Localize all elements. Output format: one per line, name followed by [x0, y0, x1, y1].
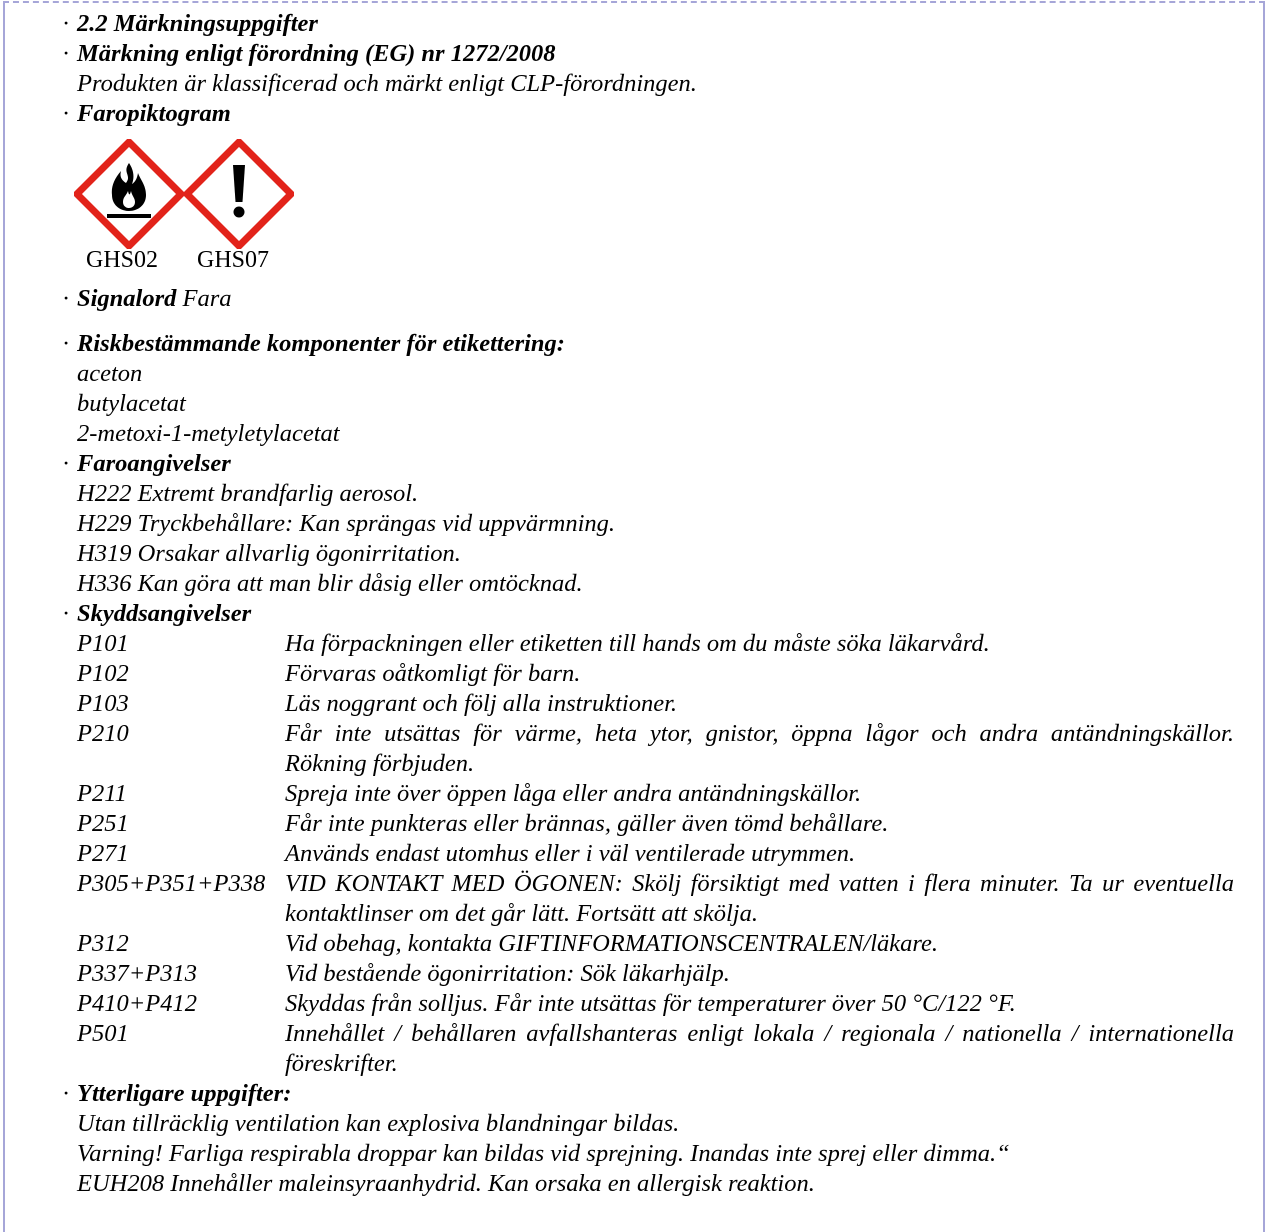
precaution-code: P410+P412	[77, 990, 197, 1017]
precaution-row	[77, 629, 1234, 659]
precaution-row	[77, 719, 1234, 779]
pictogram-row	[74, 139, 1234, 273]
precaution-row	[77, 779, 1234, 809]
additional-heading	[62, 1079, 1234, 1109]
precaution-code: P271	[77, 840, 129, 867]
precaution-code: P211	[77, 780, 127, 807]
precaution-code: P102	[77, 660, 129, 687]
pictogram-label-ghs02: GHS02	[86, 247, 159, 273]
exclamation-mark-icon	[184, 139, 294, 249]
additional-info-item: Utan tillräcklig ventilation kan explosiva blandningar bildas.	[77, 1110, 680, 1137]
precaution-text: Förvaras oåtkomligt för barn.	[285, 660, 581, 687]
hazard-heading-text: Faroangivelser	[77, 450, 231, 477]
hazard-heading	[62, 449, 1234, 479]
bullet: ·	[62, 450, 71, 477]
signal-label: Signalord	[77, 285, 177, 312]
precaution-text: Får inte punkteras eller brännas, gäller även tömd behållare.	[285, 810, 889, 837]
precaution-row	[77, 989, 1234, 1019]
precaution-heading-text: Skyddsangivelser	[77, 600, 252, 627]
section-title-text: 2.2 Märkningsuppgifter	[77, 10, 318, 37]
components-heading-text: Riskbestämmande komponenter för etikettering:	[77, 330, 565, 357]
flame-icon	[74, 139, 184, 249]
component-item: aceton	[77, 360, 143, 387]
precaution-row	[77, 839, 1234, 869]
precaution-code: P501	[77, 1020, 129, 1047]
precaution-text: VID KONTAKT MED ÖGONEN: Skölj försiktigt med vatten i flera minuter. Ta ur eventuella kontaktlinser om det går lätt. Fortsätt att skölja.	[285, 870, 1234, 927]
additional-heading-text: Ytterligare uppgifter:	[77, 1080, 292, 1107]
precaution-row	[77, 929, 1234, 959]
bullet: ·	[62, 285, 71, 312]
precaution-text: Får inte utsättas för värme, heta ytor, gnistor, öppna lågor och andra antändningskällor. Rökning förbjuden.	[285, 720, 1234, 777]
precautionary-table	[62, 629, 1234, 1079]
precaution-row	[77, 689, 1234, 719]
clp-heading-text: Märkning enligt förordning (EG) nr 1272/2008	[77, 40, 556, 67]
hazard-statement: H222 Extremt brandfarlig aerosol.	[77, 480, 419, 507]
precaution-row	[77, 869, 1234, 929]
precaution-text: Skyddas från solljus. Får inte utsättas för temperaturer över 50 °C/122 °F.	[285, 990, 1016, 1017]
bullet: ·	[62, 600, 71, 627]
signal-word-row	[62, 284, 1234, 314]
precaution-row	[77, 809, 1234, 839]
section-title	[62, 9, 1234, 39]
additional-info-item: Varning! Farliga respirabla droppar kan bildas vid sprejning. Inandas inte sprej eller dimma.“	[77, 1140, 1010, 1167]
precaution-code: P337+P313	[77, 960, 197, 987]
spacer	[62, 314, 1234, 329]
precaution-code: P251	[77, 810, 129, 837]
components-heading	[62, 329, 1234, 359]
precaution-code: P101	[77, 630, 129, 657]
bullet: ·	[62, 40, 71, 67]
pictogram-heading-text: Faropiktogram	[77, 100, 231, 127]
precaution-row	[77, 659, 1234, 689]
hazard-statement: H336 Kan göra att man blir dåsig eller omtöcknad.	[77, 570, 583, 597]
precaution-text: Används endast utomhus eller i väl ventilerade utrymmen.	[285, 840, 856, 867]
precaution-heading	[62, 599, 1234, 629]
bullet: ·	[62, 330, 71, 357]
component-item: 2-metoxi-1-metyletylacetat	[77, 420, 340, 447]
precaution-row	[77, 1019, 1234, 1079]
bullet: ·	[62, 100, 71, 127]
clp-text: Produkten är klassificerad och märkt enligt CLP-förordningen.	[77, 70, 697, 97]
clp-heading	[62, 39, 1234, 69]
precaution-code: P312	[77, 930, 129, 957]
precaution-code: P305+P351+P338	[77, 870, 266, 897]
hazard-statement: H319 Orsakar allvarlig ögonirritation.	[77, 540, 461, 567]
precaution-text: Läs noggrant och följ alla instruktioner.	[285, 690, 678, 717]
precaution-row	[77, 959, 1234, 989]
signal-word: Fara	[182, 285, 232, 312]
labelling-section	[62, 9, 1234, 1199]
additional-info-item: EUH208 Innehåller maleinsyraanhydrid. Kan orsaka en allergisk reaktion.	[77, 1170, 815, 1197]
component-item: butylacetat	[77, 390, 186, 417]
bullet: ·	[62, 1080, 71, 1107]
precaution-code: P210	[77, 720, 129, 747]
bullet: ·	[62, 10, 71, 37]
precaution-text: Vid bestående ögonirritation: Sök läkarhjälp.	[285, 960, 730, 987]
precaution-code: P103	[77, 690, 129, 717]
pictogram-heading	[62, 99, 1234, 129]
precaution-text: Ha förpackningen eller etiketten till hands om du måste söka läkarvård.	[285, 630, 990, 657]
precaution-text: Spreja inte över öppen låga eller andra antändningskällor.	[285, 780, 862, 807]
pictogram-label-ghs07: GHS07	[197, 247, 270, 273]
hazard-statement: H229 Tryckbehållare: Kan sprängas vid uppvärmning.	[77, 510, 616, 537]
precaution-text: Vid obehag, kontakta GIFTINFORMATIONSCENTRALEN/läkare.	[285, 930, 939, 957]
precaution-text: Innehållet / behållaren avfallshanteras enligt lokala / regionala / nationella / internationella föreskrifter.	[285, 1020, 1234, 1077]
